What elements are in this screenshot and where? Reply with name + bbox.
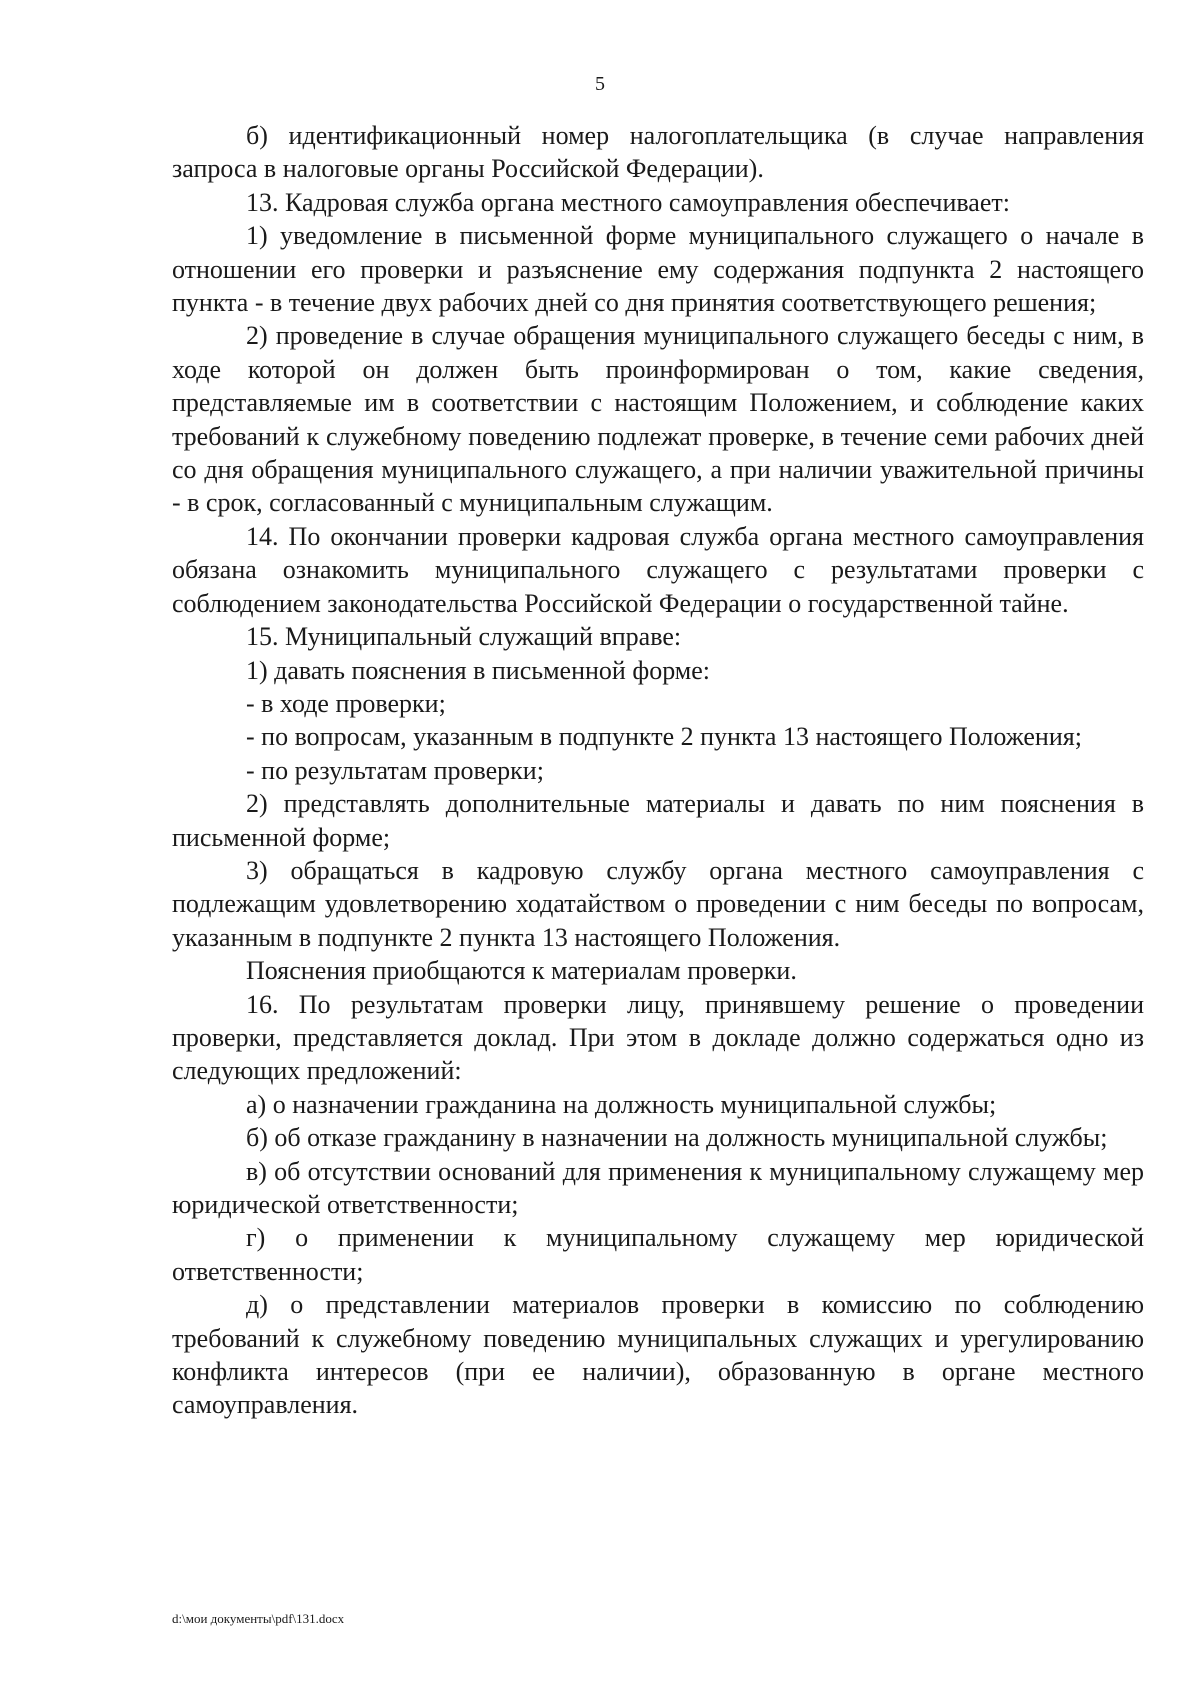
paragraph-16-d: д) о представлении материалов проверки в комиссию по соблюдению требований к служебному поведению муниципальных служащих и урегулированию конфликта интересов (при ее наличии), образованную в органе местного самоуправления.	[172, 1290, 1144, 1420]
paragraph-14: 14. По окончании проверки кадровая служба органа местного самоуправления обязана ознакомить муниципального служащего с результатами проверки с соблюдением законодательства Российской Федерации о государственной тайне.	[172, 521, 1144, 618]
paragraph-16-a: а) о назначении гражданина на должность муниципальной службы;	[246, 1089, 997, 1119]
paragraph-15-1-dash-2: - по вопросам, указанным в подпункте 2 пункта 13 настоящего Положения;	[246, 722, 1082, 752]
paragraph-13-heading: 13. Кадровая служба органа местного самоуправления обеспечивает:	[246, 187, 1010, 217]
paragraph-15-1: 1) давать пояснения в письменной форме:	[246, 655, 711, 685]
paragraph-15-1-dash-1: - в ходе проверки;	[246, 688, 446, 718]
paragraph-item-b-inn: б) идентификационный номер налогоплательщика (в случае направления запроса в налоговые органы Российской Федерации).	[172, 121, 1144, 184]
paragraph-15-note: Пояснения приобщаются к материалам проверки.	[246, 956, 797, 986]
paragraph-16-v: в) об отсутствии оснований для применения к муниципальному служащему мер юридической ответственности;	[172, 1156, 1144, 1219]
footer-file-path: d:\мои документы\pdf\131.docx	[172, 1611, 345, 1626]
paragraph-15-1-dash-3: - по результатам проверки;	[246, 755, 544, 785]
paragraph-15-heading: 15. Муниципальный служащий вправе:	[246, 622, 682, 652]
page-number: 5	[595, 73, 605, 95]
paragraph-16-g: г) о применении к муниципальному служащему мер юридической ответственности;	[172, 1223, 1144, 1286]
paragraph-16-b: б) об отказе гражданину в назначении на должность муниципальной службы;	[246, 1123, 1108, 1153]
paragraph-13-2: 2) проведение в случае обращения муниципального служащего беседы с ним, в ходе которой он должен быть проинформирован о том, какие сведения, представляемые им в соответствии с настоящим Положением, и соблюдение каких требований к служебному поведению подлежат проверке, в течение семи рабочих дней со дня обращения муниципального служащего, а при наличии уважительной причины - в срок, согласованный с муниципальным служащим.	[172, 321, 1144, 518]
document-body	[172, 119, 1144, 1422]
paragraph-15-2: 2) представлять дополнительные материалы и давать по ним пояснения в письменной форме;	[172, 789, 1144, 852]
paragraph-16: 16. По результатам проверки лицу, принявшему решение о проведении проверки, представляется доклад. При этом в докладе должно содержаться одно из следующих предложений:	[172, 989, 1144, 1086]
paragraph-15-3: 3) обращаться в кадровую службу органа местного самоуправления с подлежащим удовлетворению ходатайством о проведении с ним беседы по вопросам, указанным в подпункте 2 пункта 13 настоящего Положения.	[172, 855, 1144, 952]
paragraph-13-1: 1) уведомление в письменной форме муниципального служащего о начале в отношении его проверки и разъяснение ему содержания подпункта 2 настоящего пункта - в течение двух рабочих дней со дня принятия соответствующего решения;	[172, 221, 1144, 318]
